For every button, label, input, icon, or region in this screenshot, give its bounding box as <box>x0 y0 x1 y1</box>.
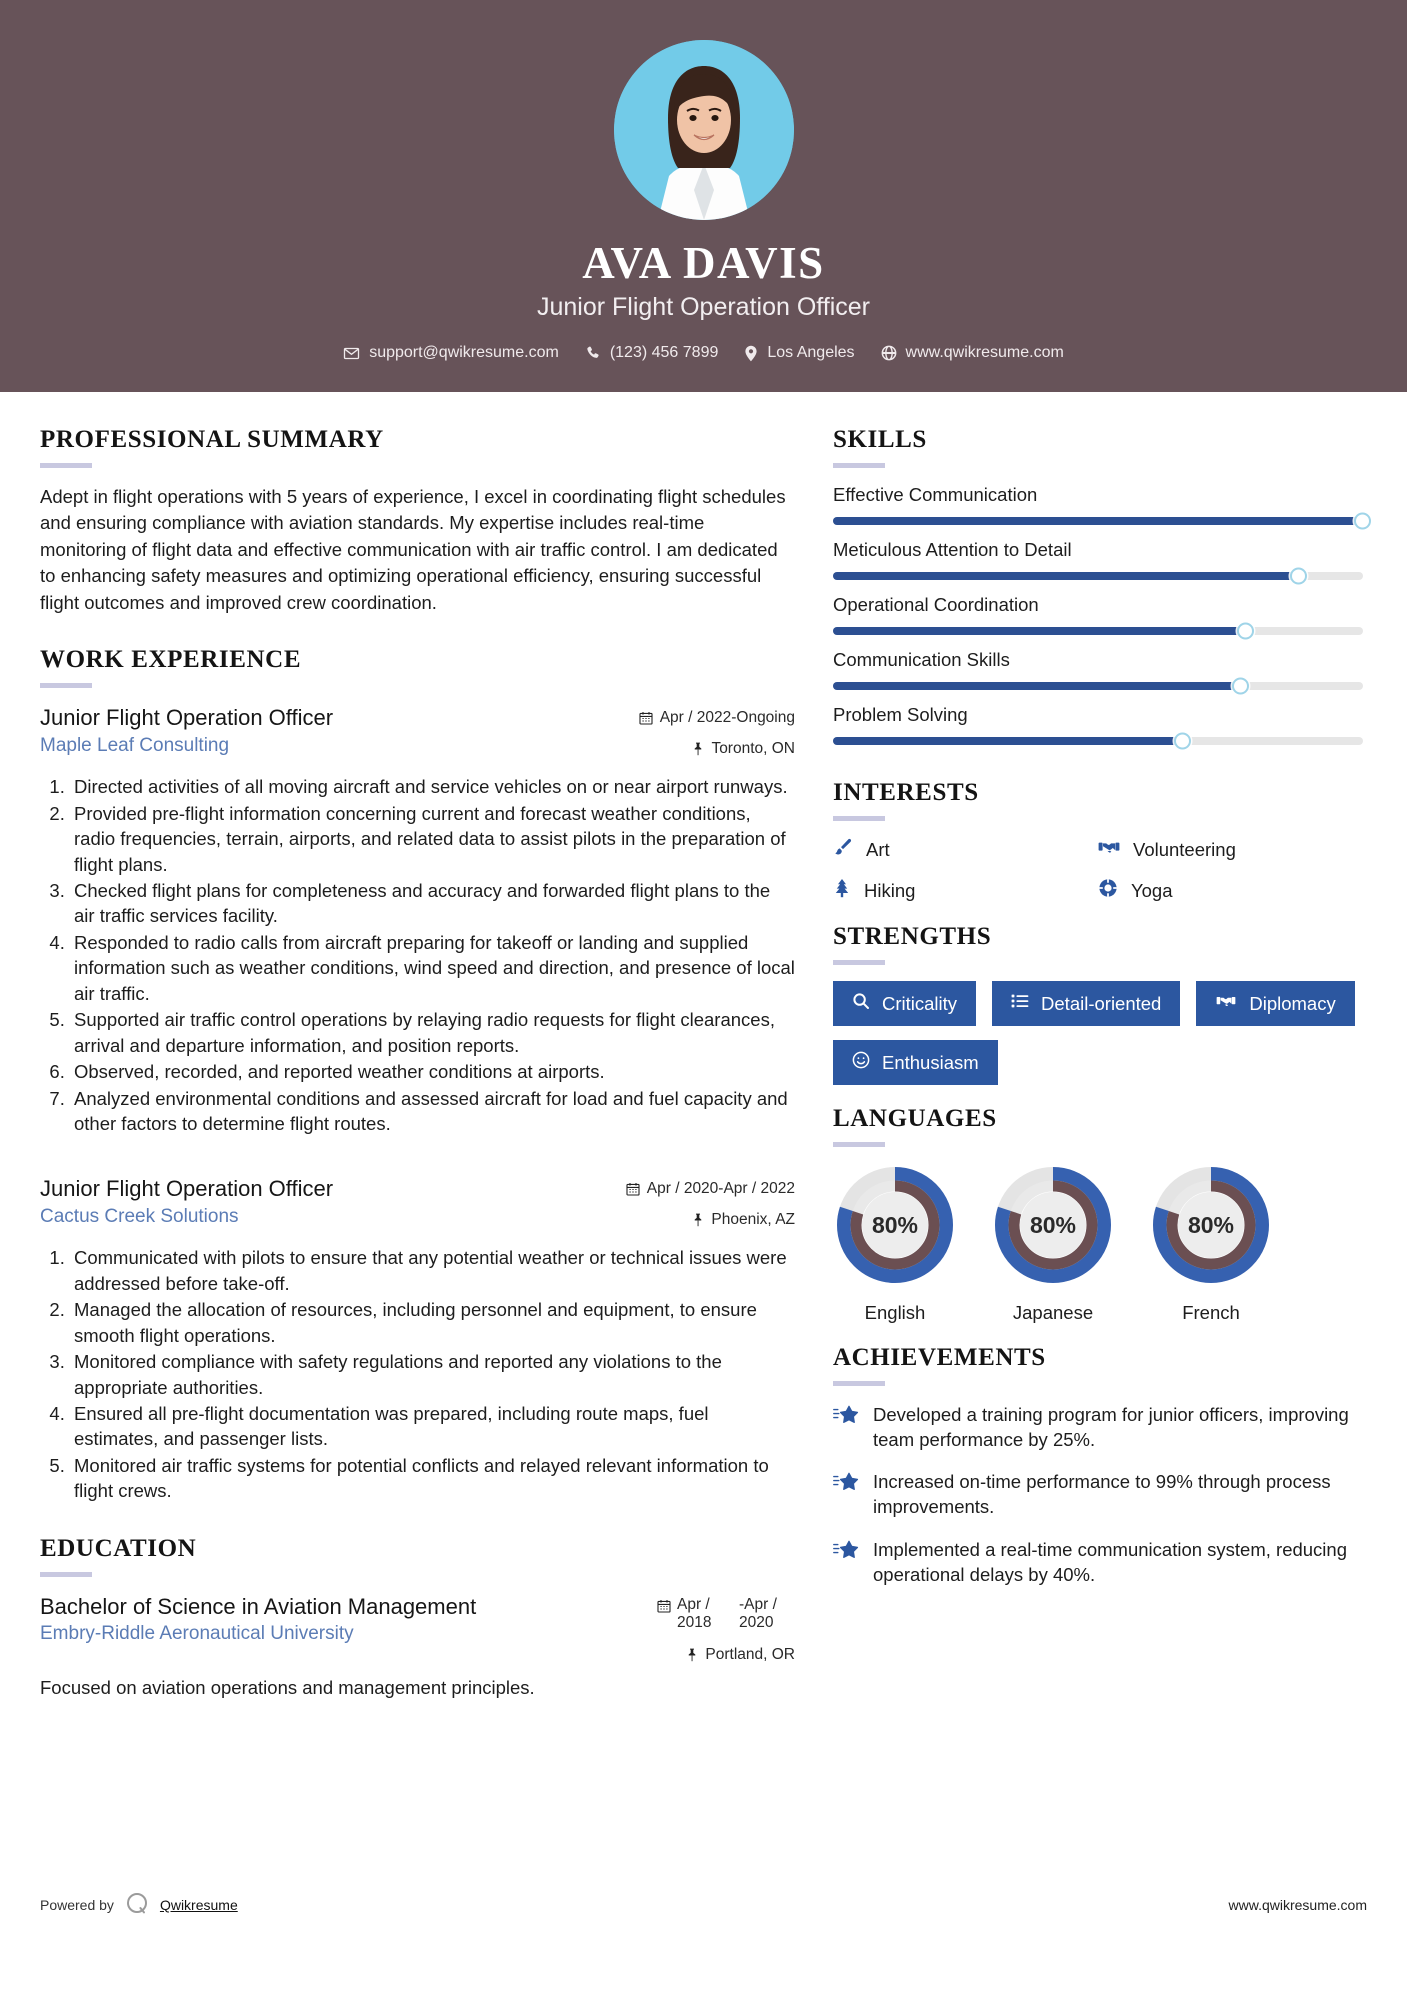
pushpin-icon <box>686 1646 698 1667</box>
contact-email-text: support@qwikresume.com <box>369 344 559 362</box>
language-item-english <box>833 1163 957 1324</box>
section-divider <box>833 1142 885 1147</box>
section-work-experience <box>40 646 795 1504</box>
interest-item-volunteering <box>1098 837 1363 862</box>
section-divider <box>833 463 885 468</box>
language-donut-chart <box>1149 1163 1273 1287</box>
work-bullet: 7. Analyzed environmental conditions and assessed aircraft for load and fuel capacity and other factors to determine flight routes. <box>70 1086 795 1137</box>
work-bullet: 6. Observed, recorded, and reported weather conditions at airports. <box>70 1059 795 1084</box>
skill-slider[interactable] <box>833 572 1363 580</box>
language-donut-chart <box>833 1163 957 1287</box>
section-interests <box>833 779 1363 903</box>
powered-by <box>40 1891 238 1920</box>
section-heading: INTERESTS <box>833 779 979 806</box>
avatar-photo <box>614 40 794 220</box>
resume-header <box>0 0 1407 392</box>
section-divider <box>40 463 92 468</box>
achievement-item <box>833 1537 1363 1587</box>
globe-icon <box>881 345 897 361</box>
work-location <box>585 740 795 761</box>
strength-label: Diplomacy <box>1249 992 1336 1014</box>
language-label: Japanese <box>1012 1302 1094 1323</box>
work-dates-text: Apr / 2020-Apr / 2022 <box>646 1180 795 1198</box>
work-bullet: 1. Communicated with pilots to ensure that any potential weather or technical issues were addressed before take-off. <box>70 1245 795 1296</box>
strength-chip-detail-oriented <box>992 981 1180 1026</box>
interest-label: Yoga <box>1131 879 1173 901</box>
life-ring-icon <box>1098 878 1118 903</box>
star-icon <box>833 1537 859 1567</box>
page-footer <box>0 1890 1407 1920</box>
work-bullet: 3. Monitored compliance with safety regulations and reported any violations to the appropriate authorities. <box>70 1349 795 1400</box>
calendar-icon <box>626 1180 640 1201</box>
achievement-item <box>833 1402 1363 1452</box>
work-bullets <box>40 1245 795 1503</box>
skill-knob <box>1232 678 1249 695</box>
skill-fill <box>833 572 1299 580</box>
work-bullet: 2. Provided pre-flight information concerning current and forecast weather conditions, radio frequencies, terrain, airports, and related data to assist pilots in the preparation of flight plans. <box>70 801 795 877</box>
section-languages <box>833 1105 1363 1324</box>
work-dates <box>585 1180 795 1201</box>
map-pin-icon <box>744 345 758 362</box>
work-bullet: 5. Supported air traffic control operations by relaying radio requests for flight clearances, arrival and departure information, and position reports. <box>70 1007 795 1058</box>
star-icon <box>833 1469 859 1499</box>
section-education <box>40 1535 795 1702</box>
education-description: Focused on aviation operations and management principles. <box>40 1677 535 1699</box>
calendar-icon <box>639 709 653 730</box>
left-column <box>40 426 795 1701</box>
skill-label: Operational Coordination <box>833 594 1039 615</box>
education-dates <box>580 1596 795 1633</box>
language-label: English <box>864 1302 926 1323</box>
interest-item-yoga <box>1098 878 1363 903</box>
pushpin-icon <box>692 1211 704 1232</box>
education-institution[interactable]: Embry-Riddle Aeronautical University <box>40 1623 354 1645</box>
contact-location[interactable] <box>736 344 862 362</box>
section-achievements <box>833 1344 1363 1587</box>
work-bullet: 5. Monitored air traffic systems for potential conflicts and relayed relevant information to flight crews. <box>70 1453 795 1504</box>
achievement-item <box>833 1469 1363 1519</box>
powered-by-label: Powered by <box>40 1897 114 1913</box>
section-divider <box>833 1381 885 1386</box>
language-donut-chart <box>991 1163 1115 1287</box>
contact-phone-text: (123) 456 7899 <box>609 344 719 362</box>
work-dates-text: Apr / 2022-Ongoing <box>659 709 795 727</box>
page-title: AVA DAVIS <box>582 238 825 288</box>
header-job-title: Junior Flight Operation Officer <box>536 293 871 322</box>
skill-item <box>833 484 1363 525</box>
list-icon <box>1011 992 1029 1015</box>
summary-text: Adept in flight operations with 5 years of experience, I excel in coordinating flight schedules and ensuring compliance with aviation standards. My expertise includes real-time monitoring of flight data and effective communication with air traffic control. I am dedicated to enhancing safety measures and optimizing operational efficiency, ensuring successful flight outcomes and improved crew coordination. <box>40 486 786 613</box>
work-organization[interactable]: Maple Leaf Consulting <box>40 734 230 756</box>
contact-location-text: Los Angeles <box>767 344 855 362</box>
strength-label: Detail-oriented <box>1041 992 1162 1014</box>
contact-row <box>0 344 1407 362</box>
pushpin-icon <box>692 740 704 761</box>
qwikresume-logo-icon <box>124 1891 150 1920</box>
skill-knob <box>1290 568 1307 585</box>
section-skills <box>833 426 1363 745</box>
paintbrush-icon <box>833 837 853 862</box>
language-item-japanese <box>991 1163 1115 1324</box>
section-divider <box>40 683 92 688</box>
smiley-icon <box>852 1051 870 1074</box>
qwikresume-link[interactable]: Qwikresume <box>159 1897 238 1913</box>
section-professional-summary <box>40 426 795 616</box>
language-percent: 80% <box>871 1212 919 1238</box>
work-location <box>585 1211 795 1232</box>
strength-chip-diplomacy <box>1196 981 1354 1026</box>
skill-label: Meticulous Attention to Detail <box>833 539 1072 560</box>
language-percent: 80% <box>1029 1212 1077 1238</box>
magnifier-icon <box>852 992 870 1015</box>
work-role: Junior Flight Operation Officer <box>40 1176 334 1202</box>
achievement-text: Developed a training program for junior officers, improving team performance by 25%. <box>873 1404 1349 1451</box>
strength-chip-criticality <box>833 981 976 1026</box>
section-heading: ACHIEVEMENTS <box>833 1344 1046 1371</box>
avatar <box>614 40 794 220</box>
skill-fill <box>833 682 1241 690</box>
tree-icon <box>833 878 851 903</box>
skill-slider[interactable] <box>833 517 1363 525</box>
section-heading: SKILLS <box>833 426 927 453</box>
work-bullet: 4. Ensured all pre-flight documentation was prepared, including route maps, fuel estimates, and passenger lists. <box>70 1401 795 1452</box>
skill-label: Problem Solving <box>833 704 968 725</box>
achievement-text: Implemented a real-time communication system, reducing operational delays by 40%. <box>873 1538 1347 1585</box>
section-heading: STRENGTHS <box>833 923 992 950</box>
interest-label: Volunteering <box>1133 838 1236 860</box>
work-bullet: 2. Managed the allocation of resources, including personnel and equipment, to ensure smooth flight operations. <box>70 1297 795 1348</box>
work-bullets <box>40 774 795 1136</box>
contact-website[interactable] <box>873 344 1072 362</box>
education-date-end: -Apr / 2020 <box>739 1595 777 1632</box>
section-heading: LANGUAGES <box>833 1105 997 1132</box>
phone-icon <box>585 345 601 361</box>
strength-label: Criticality <box>882 992 958 1014</box>
footer-url[interactable]: www.qwikresume.com <box>1228 1897 1367 1913</box>
skill-slider[interactable] <box>833 737 1363 745</box>
education-entry <box>40 1593 795 1702</box>
skill-item <box>833 649 1363 690</box>
skill-knob <box>1237 623 1254 640</box>
education-location-text: Portland, OR <box>705 1646 795 1664</box>
work-bullet: 3. Checked flight plans for completeness and accuracy and forwarded flight plans to the air traffic services facility. <box>70 878 795 929</box>
skill-item <box>833 704 1363 745</box>
education-location <box>580 1646 795 1667</box>
education-degree: Bachelor of Science in Aviation Management <box>40 1593 477 1619</box>
work-location-text: Phoenix, AZ <box>711 1211 795 1229</box>
interest-item-art <box>833 837 1098 862</box>
work-entry <box>40 704 795 1136</box>
achievement-text: Increased on-time performance to 99% through process improvements. <box>873 1471 1331 1518</box>
section-heading: PROFESSIONAL SUMMARY <box>40 426 384 453</box>
work-organization[interactable]: Cactus Creek Solutions <box>40 1205 239 1227</box>
interest-label: Art <box>866 838 890 860</box>
handshake-icon <box>1098 837 1120 862</box>
skill-label: Communication Skills <box>833 649 1010 670</box>
work-role: Junior Flight Operation Officer <box>40 705 334 731</box>
interest-label: Hiking <box>864 879 916 901</box>
skill-knob <box>1354 513 1371 530</box>
skill-fill <box>833 517 1363 525</box>
envelope-icon <box>343 345 360 362</box>
section-heading: WORK EXPERIENCE <box>40 646 302 674</box>
contact-website-text: www.qwikresume.com <box>905 344 1064 362</box>
skill-item <box>833 539 1363 580</box>
skill-item <box>833 594 1363 635</box>
right-column <box>833 426 1363 1604</box>
star-icon <box>833 1402 859 1432</box>
section-divider <box>833 816 885 821</box>
resume-body <box>0 392 1407 1701</box>
strength-chip-enthusiasm <box>833 1040 998 1085</box>
section-strengths <box>833 923 1363 1085</box>
skill-fill <box>833 627 1246 635</box>
language-item-french <box>1149 1163 1273 1324</box>
section-heading: EDUCATION <box>40 1534 197 1562</box>
language-percent: 80% <box>1187 1212 1235 1238</box>
contact-email[interactable] <box>335 344 567 362</box>
handshake-icon <box>1215 992 1237 1015</box>
section-divider <box>833 960 885 965</box>
strength-label: Enthusiasm <box>882 1051 979 1073</box>
work-dates <box>585 709 795 730</box>
work-entry <box>40 1175 795 1503</box>
work-bullet: 4. Responded to radio calls from aircraft preparing for takeoff or landing and supplied information such as weather conditions, wind speed and direction, and presence of local air traffic. <box>70 930 795 1006</box>
education-date-start: Apr / 2018 <box>677 1595 712 1632</box>
interest-item-hiking <box>833 878 1098 903</box>
skill-knob <box>1174 733 1191 750</box>
skill-slider[interactable] <box>833 682 1363 690</box>
work-location-text: Toronto, ON <box>711 740 795 758</box>
calendar-icon <box>657 1599 671 1618</box>
skill-slider[interactable] <box>833 627 1363 635</box>
contact-phone[interactable] <box>577 344 727 362</box>
skill-label: Effective Communication <box>833 484 1038 505</box>
section-divider <box>40 1572 92 1577</box>
skill-fill <box>833 737 1183 745</box>
language-label: French <box>1182 1302 1240 1323</box>
work-bullet: 1. Directed activities of all moving aircraft and service vehicles on or near airport runways. <box>70 774 795 799</box>
